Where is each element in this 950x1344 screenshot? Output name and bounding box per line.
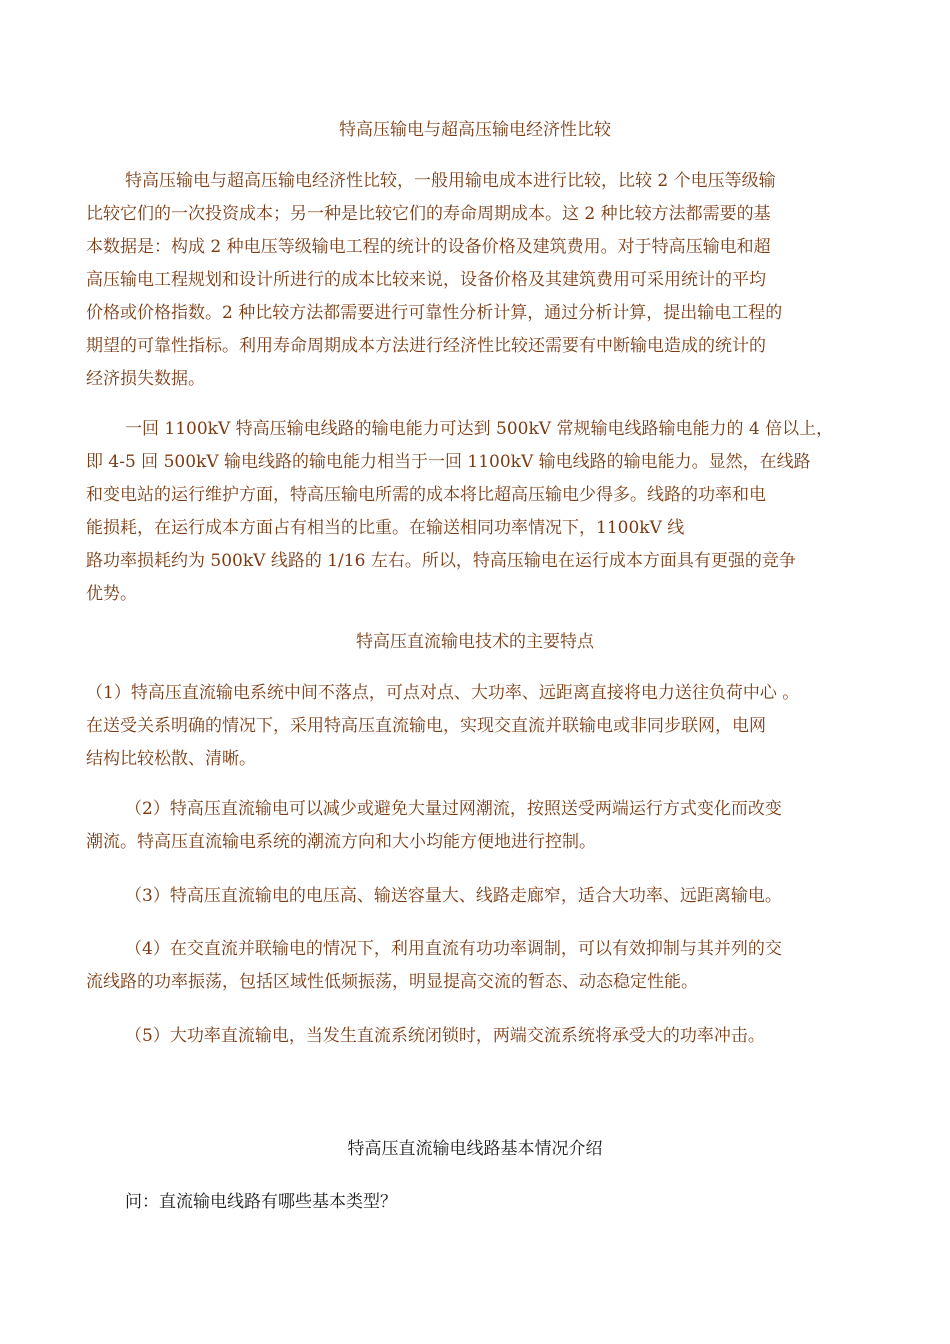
text-line: 能损耗，在运行成本方面占有相当的比重。在输送相同功率情况下，1100kV 线 <box>86 518 685 538</box>
text-line: 流线路的功率振荡，包括区域性低频振荡，明显提高交流的暂态、动态稳定性能。 <box>86 972 698 992</box>
section-title-line-intro: 特高压直流输电线路基本情况介绍 <box>347 1139 603 1159</box>
text-line: 价格或价格指数。2 种比较方法都需要进行可靠性分析计算，通过分析计算，提出输电工程的 <box>86 303 783 323</box>
text-line: 特高压输电与超高压输电经济性比较，一般用输电成本进行比较，比较 2 个电压等级输 <box>125 171 776 191</box>
text-line: 优势。 <box>86 584 137 604</box>
section-title-uhvdc-features: 特高压直流输电技术的主要特点 <box>356 632 594 652</box>
text-line: （5）大功率直流输电，当发生直流系统闭锁时，两端交流系统将承受大的功率冲击。 <box>125 1026 765 1046</box>
text-line: 一回 1100kV 特高压输电线路的输电能力可达到 500kV 常规输电线路输电能力的 4 倍以上， <box>125 419 834 439</box>
section-title-economy: 特高压输电与超高压输电经济性比较 <box>339 120 611 140</box>
text-line: 潮流。特高压直流输电系统的潮流方向和大小均能方便地进行控制。 <box>86 832 596 852</box>
text-line: 结构比较松散、清晰。 <box>86 749 256 769</box>
text-line: 比较它们的一次投资成本；另一种是比较它们的寿命周期成本。这 2 种比较方法都需要的基 <box>86 204 771 224</box>
text-line: （2）特高压直流输电可以减少或避免大量过网潮流，按照送受两端运行方式变化而改变 <box>125 799 782 819</box>
question-text: 问：直流输电线路有哪些基本类型？ <box>125 1192 397 1212</box>
text-line: 和变电站的运行维护方面，特高压输电所需的成本将比超高压输电少得多。线路的功率和电 <box>86 485 766 505</box>
text-line: （3）特高压直流输电的电压高、输送容量大、线路走廊窄，适合大功率、远距离输电。 <box>125 886 782 906</box>
text-line: （1）特高压直流输电系统中间不落点，可点对点、大功率、远距离直接将电力送往负荷中心 。 <box>86 683 800 703</box>
text-line: 在送受关系明确的情况下，采用特高压直流输电，实现交直流并联输电或非同步联网，电网 <box>86 716 766 736</box>
text-line: 高压输电工程规划和设计所进行的成本比较来说，设备价格及其建筑费用可采用统计的平均 <box>86 270 766 290</box>
text-line: 经济损失数据。 <box>86 369 205 389</box>
text-line: 期望的可靠性指标。利用寿命周期成本方法进行经济性比较还需要有中断输电造成的统计的 <box>86 336 766 356</box>
text-line: 本数据是：构成 2 种电压等级输电工程的统计的设备价格及建筑费用。对于特高压输电和超 <box>86 237 771 257</box>
text-line: 即 4-5 回 500kV 输电线路的输电能力相当于一回 1100kV 输电线路的输电能力。显然，在线路 <box>86 452 811 472</box>
text-line: 路功率损耗约为 500kV 线路的 1/16 左右。所以，特高压输电在运行成本方面具有更强的竞争 <box>86 551 796 571</box>
text-line: （4）在交直流并联输电的情况下，利用直流有功功率调制，可以有效抑制与其并列的交 <box>125 939 782 959</box>
